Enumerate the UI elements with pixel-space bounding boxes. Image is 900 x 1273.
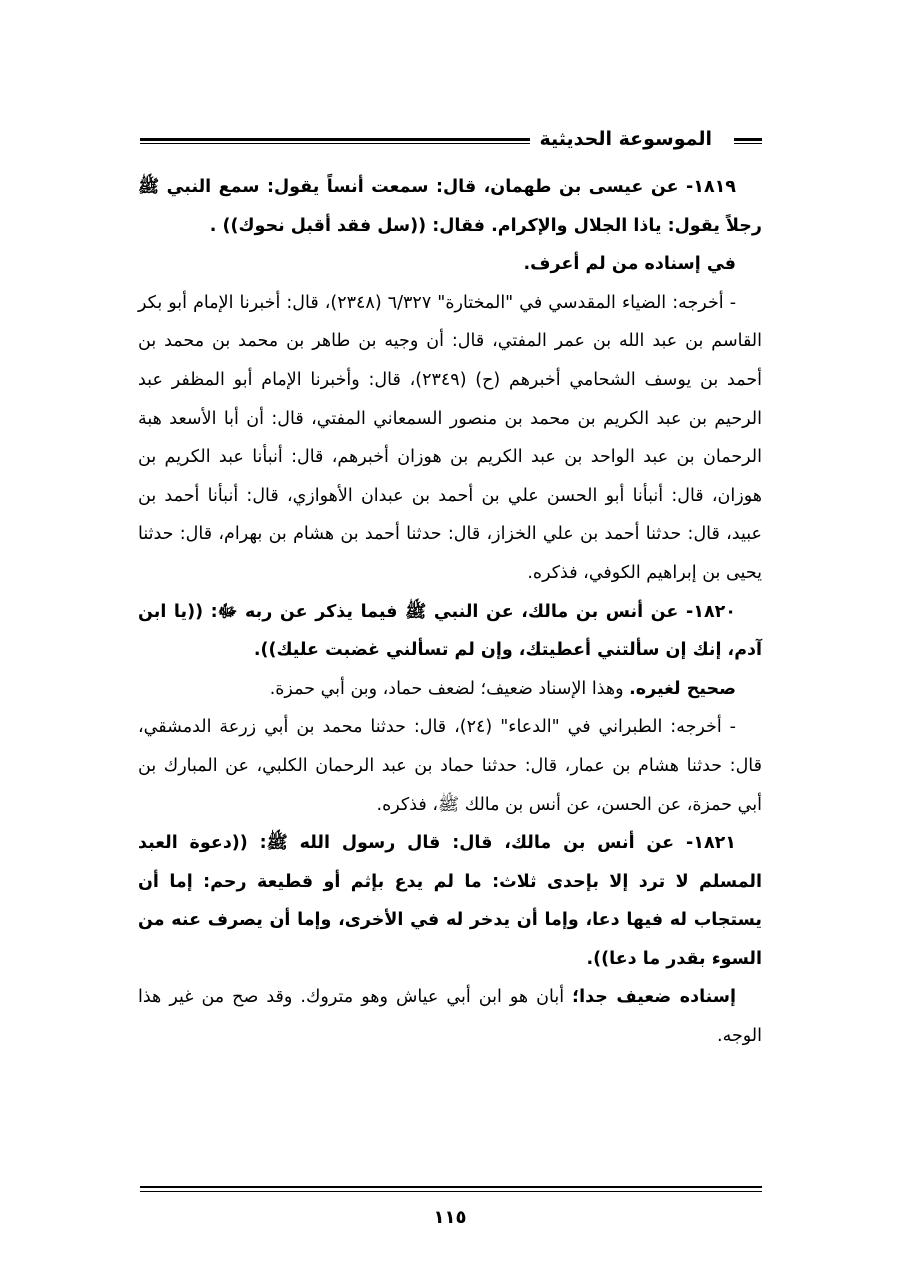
- header-rule-left: [140, 138, 530, 144]
- hadith-1820-takhrij: - أخرجه: الطبراني في "الدعاء" (٢٤)، قال: حدثنا محمد بن أبي زرعة الدمشقي، قال: حدثنا هشام بن عمار، قال: حدثنا حماد بن عبد الرحمان الكلبي، عن المبارك بن أبي حمزة، عن الحسن، عن أنس بن مالك ﷺ، فذكره.: [138, 717, 762, 815]
- page-body: [138, 168, 762, 1056]
- hadith-1821-grade-note: أبان هو ابن أبي عياش وهو متروك. وقد صح من غير هذا الوجه.: [138, 987, 762, 1047]
- header-title: الموسوعة الحديثية: [528, 128, 725, 150]
- hadith-1821-grade: إسناده ضعيف جدا؛: [572, 987, 736, 1008]
- hadith-1820-grade: صحيح لغيره.: [629, 678, 736, 699]
- footer-rule: [140, 1186, 762, 1192]
- running-header: [140, 126, 762, 162]
- hadith-1819-takhrij: - أخرجه: الضياء المقدسي في "المختارة" ٦/٣٢٧ (٢٣٤٨)، قال: أخبرنا الإمام أبو بكر القاسم بن عبد الله بن عمر المفتي، قال: أن وجيه بن طاهر بن محمد بن محمد بن أحمد بن يوسف الشحامي أخبرهم (ح) (٢٣٤٩)، قال: وأخبرنا الإمام أبو المظفر عبد الرحيم بن عبد الكريم بن محمد بن منصور السمعاني المفتي، قال: أن أبا الأسعد هبة الرحمان بن عبد الواحد بن عبد الكريم بن هوزان أخبرهم، قال: أنبأنا عبد الكريم بن هوزان، قال: أنبأنا أبو الحسن علي بن أحمد بن عبدان الأهوازي، قال: أنبأنا أحمد بن عبيد، قال: حدثنا أحمد بن علي الخزاز، قال: حدثنا أحمد بن هشام بن بهرام، قال: حدثنا يحيى بن إبراهيم الكوفي، فذكره.: [138, 292, 762, 583]
- hadith-1821-judgment: [138, 978, 762, 1055]
- hadith-1820-grade-note: وهذا الإسناد ضعيف؛ لضعف حماد، وبن أبي حمزة.: [269, 678, 630, 699]
- hadith-1819-judgment: في إسناده من لم أعرف.: [523, 254, 736, 275]
- hadith-1820-text: ١٨٢٠- عن أنس بن مالك، عن النبي ﷺ فيما يذكر عن ربه ﷻ: ((يا ابن آدم، إنك إن سألتني أعطيتك، وإن لم تسألني غضبت عليك)).: [138, 601, 762, 661]
- page-number: ١١٥: [433, 1207, 467, 1228]
- hadith-1821-text: ١٨٢١- عن أنس بن مالك، قال: قال رسول الله ﷺ: ((دعوة العبد المسلم لا ترد إلا بإحدى ثلاث: ما لم يدع بإثم أو قطيعة رحم: إما أن يستجاب له فيها دعا، وإما أن يدخر له في الأخرى، وإما أن يصرف عنه من السوء بقدر ما دعا)).: [138, 833, 762, 969]
- hadith-1820-judgment: [138, 670, 762, 709]
- header-rule-right: [734, 138, 762, 144]
- hadith-1819-text: ١٨١٩- عن عيسى بن طهمان، قال: سمعت أنساً يقول: سمع النبي ﷺ رجلاً يقول: ياذا الجلال والإكرام. فقال: ((سل فقد أقبل نحوك)) .: [138, 177, 762, 236]
